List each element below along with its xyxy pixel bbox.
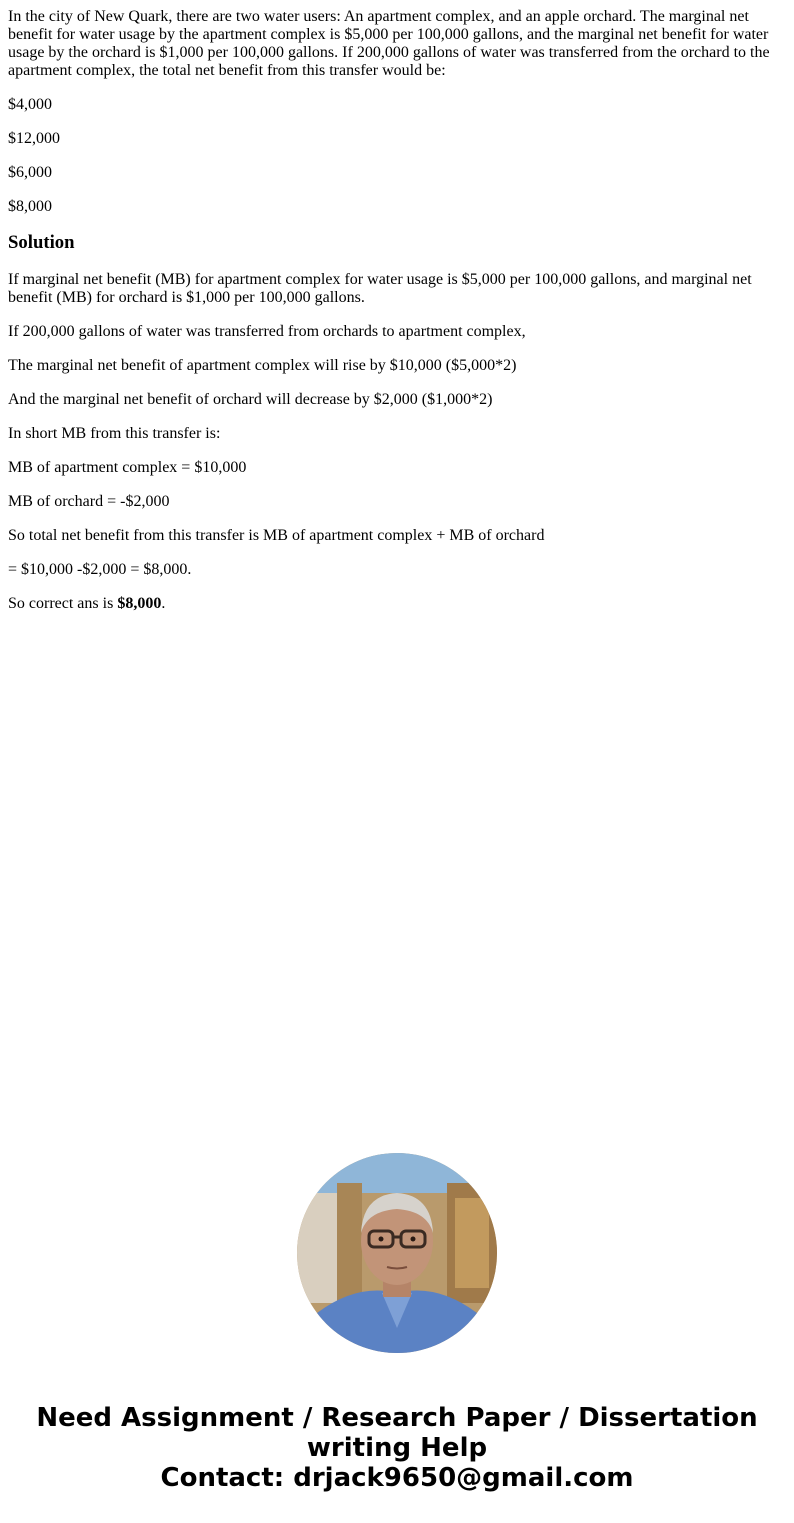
solution-paragraph: If 200,000 gallons of water was transferred from orchards to apartment complex, [8, 323, 526, 340]
promo-banner [0, 1403, 794, 1493]
promo-contact: Contact: drjack9650@gmail.com [160, 1463, 634, 1493]
solution-paragraph: If marginal net benefit (MB) for apartment complex for water usage is $5,000 per 100,000 gallons, and marginal net benefit (MB) for orchard is $1,000 per 100,000 gallons. [8, 271, 752, 306]
solution-paragraph: = $10,000 -$2,000 = $8,000. [8, 561, 192, 578]
option-1: $4,000 [8, 96, 52, 113]
answer-suffix: . [161, 595, 166, 612]
promo-line: Need Assignment / Research Paper / Dissertation [36, 1403, 758, 1433]
solution-paragraph: So total net benefit from this transfer is MB of apartment complex + MB of orchard [8, 527, 545, 544]
solution-paragraph: MB of orchard = -$2,000 [8, 493, 170, 510]
author-avatar [297, 1153, 497, 1353]
answer-prefix: So correct ans is [8, 595, 118, 612]
author-photo [297, 1153, 497, 1353]
solution-heading: Solution [8, 232, 75, 253]
option-3: $6,000 [8, 164, 52, 181]
promo-line: writing Help [306, 1433, 488, 1463]
solution-paragraph: And the marginal net benefit of orchard will decrease by $2,000 ($1,000*2) [8, 391, 493, 408]
option-2: $12,000 [8, 130, 60, 147]
solution-paragraph: In short MB from this transfer is: [8, 425, 221, 442]
solution-paragraph: The marginal net benefit of apartment complex will rise by $10,000 ($5,000*2) [8, 357, 517, 374]
option-4: $8,000 [8, 198, 52, 215]
document-body [8, 8, 786, 629]
answer-line [8, 595, 786, 613]
answer-value: $8,000 [117, 595, 162, 612]
question-text: In the city of New Quark, there are two water users: An apartment complex, and an apple orchard. The marginal net benefit for water usage by the apartment complex is $5,000 per 100,000 gallons, and the marginal net benefit for water usage by the orchard is $1,000 per 100,000 gallons. If 200,000 gallons of water was transferred from the orchard to the apartment complex, the total net benefit from this transfer would be: [8, 8, 770, 79]
solution-paragraph: MB of apartment complex = $10,000 [8, 459, 247, 476]
